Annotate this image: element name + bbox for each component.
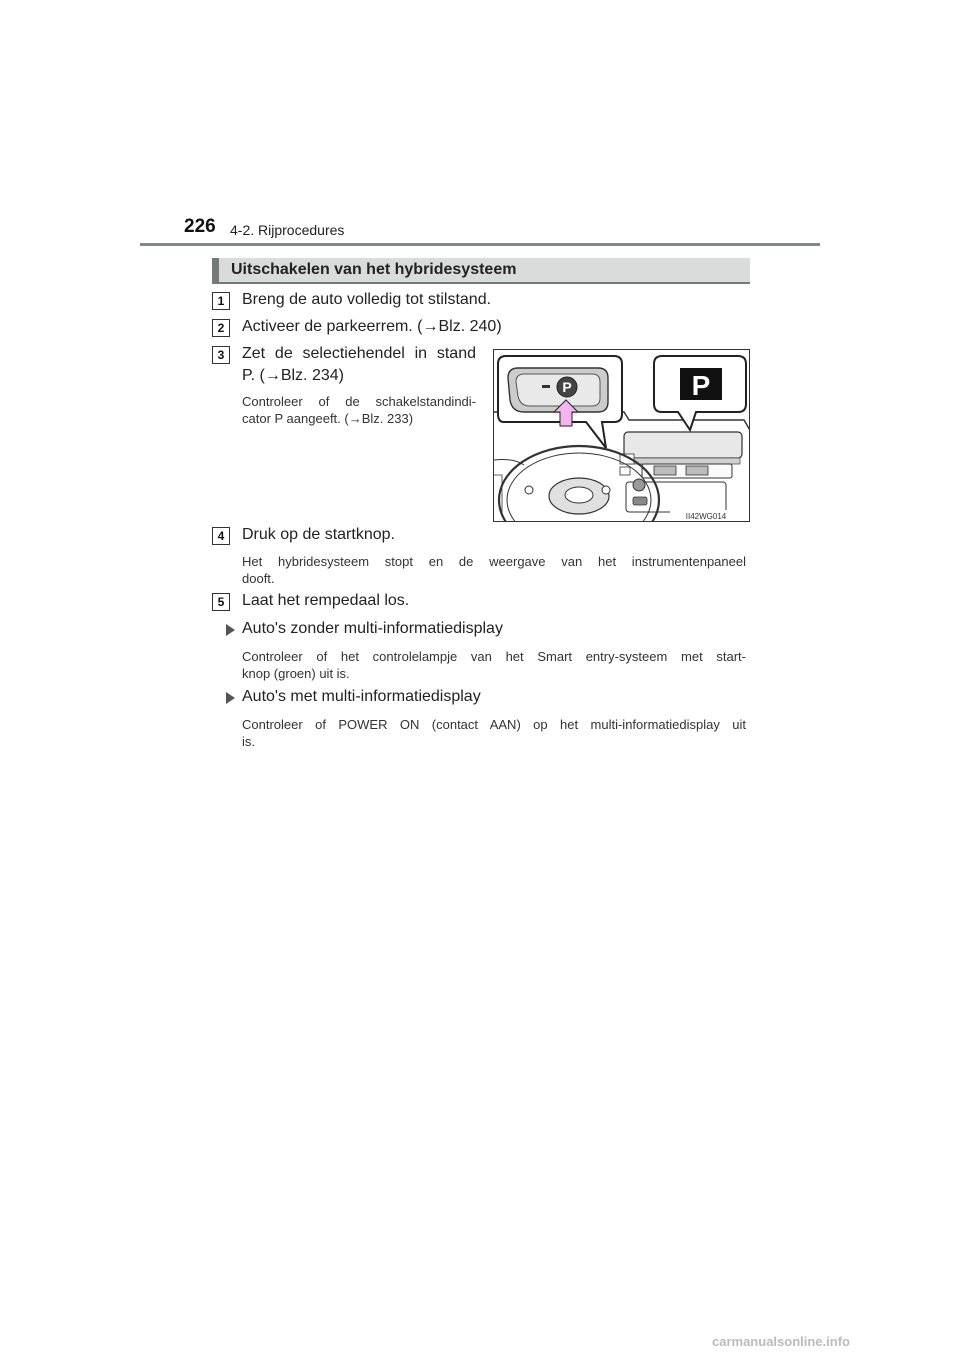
figure-label: II42WG014 (685, 512, 727, 521)
breadcrumb: 4-2. Rijprocedures (230, 222, 345, 238)
subitem-title-2: Auto's met multi-informatiedisplay (242, 688, 481, 705)
page-number: 226 (184, 216, 216, 237)
triangle-bullet-icon (226, 692, 235, 704)
subitem-note-2-line2: is. (242, 734, 255, 749)
step-text-5: Laat het rempedaal los. (242, 592, 410, 609)
button-letter: P (562, 379, 572, 395)
shift-lever-illustration (493, 349, 750, 522)
step-text-3-line1: Zet de selectiehendel in stand (242, 345, 476, 362)
step-note-3-line2: cator P aangeeft. (→Blz. 233) (242, 411, 414, 426)
step-text-2: Activeer de parkeerrem. (→Blz. 240) (242, 318, 502, 335)
indicator-letter: P (691, 370, 711, 401)
step-number-5: 5 (212, 593, 230, 611)
subitem-note-2-line1: Controleer of POWER ON (contact AAN) op het multi-informatiedisplay uit (242, 717, 746, 732)
step-text-3-line2: P. (→Blz. 234) (242, 367, 344, 384)
step-note-3-line1: Controleer of de schakelstandindi- (242, 394, 476, 409)
subitem-note-1-line1: Controleer of het controlelampje van het Smart entry-systeem met start- (242, 649, 746, 664)
section-title: Uitschakelen van het hybridesysteem (231, 261, 517, 278)
step-number-4: 4 (212, 527, 230, 545)
illustration-svg (494, 350, 750, 522)
section-header (212, 258, 750, 284)
step-text-1: Breng de auto volledig tot stilstand. (242, 291, 492, 308)
header-rule (140, 243, 820, 246)
step-number-3: 3 (212, 346, 230, 364)
watermark: carmanualsonline.info (712, 1334, 850, 1349)
step-note-4-line1: Het hybridesysteem stopt en de weergave van het instrumentenpaneel (242, 554, 746, 569)
step-text-4: Druk op de startknop. (242, 526, 395, 543)
step-note-4-line2: dooft. (242, 571, 275, 586)
subitem-title-1: Auto's zonder multi-informatiedisplay (242, 620, 503, 637)
step-number-1: 1 (212, 292, 230, 310)
step-number-2: 2 (212, 319, 230, 337)
subitem-note-1-line2: knop (groen) uit is. (242, 666, 350, 681)
triangle-bullet-icon (226, 624, 235, 636)
